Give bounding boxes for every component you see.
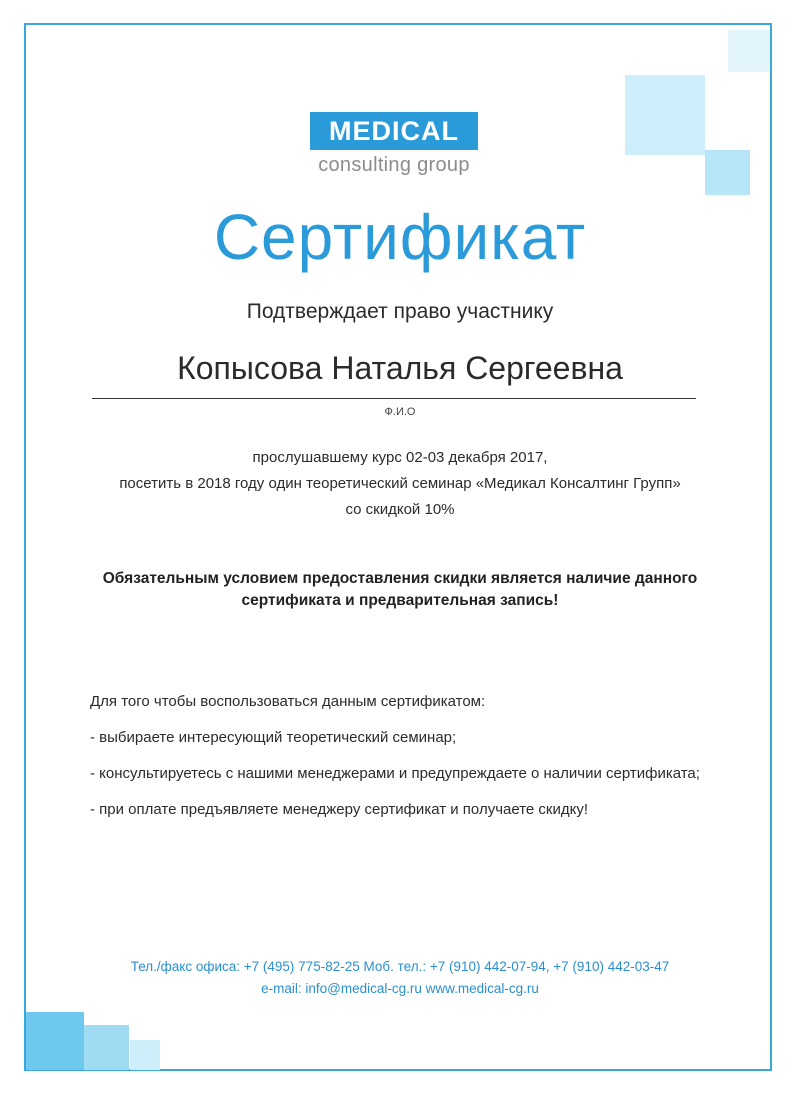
decor-square xyxy=(130,1040,160,1070)
name-underline xyxy=(92,398,696,399)
decor-square xyxy=(84,1025,129,1070)
decor-square xyxy=(26,1012,84,1070)
name-caption: Ф.И.О xyxy=(384,406,416,418)
certificate-border xyxy=(24,23,772,1071)
course-text xyxy=(0,445,800,523)
logo-tagline: consulting group xyxy=(318,154,470,176)
condition-text xyxy=(0,568,800,612)
course-line: прослушавшему курс 02-03 декабря 2017, xyxy=(252,449,548,466)
howto-step: - выбираете интересующий теоретический семинар; xyxy=(90,729,457,746)
howto-list xyxy=(90,692,770,836)
logo-brand: MEDICAL xyxy=(310,112,478,150)
decor-square xyxy=(625,75,705,155)
contacts-footer xyxy=(0,956,800,1000)
decor-square xyxy=(728,30,770,72)
howto-intro: Для того чтобы воспользоваться данным сертификатом: xyxy=(90,693,486,710)
howto-step: - при оплате предъявляете менеджеру сертификат и получаете скидку! xyxy=(90,801,588,818)
course-line: посетить в 2018 году один теоретический семинар «Медикал Консалтинг Групп» xyxy=(119,475,681,492)
howto-step: - консультируетесь с нашими менеджерами и предупреждаете о наличии сертификата; xyxy=(90,765,700,782)
contact-web: e-mail: info@medical-cg.ru www.medical-cg.ru xyxy=(261,981,539,996)
decor-square xyxy=(705,150,750,195)
contact-phones: Тел./факс офиса: +7 (495) 775-82-25 Моб. тел.: +7 (910) 442-07-94, +7 (910) 442-03-47 xyxy=(130,959,670,974)
recipient-name: Копысова Наталья Сергеевна xyxy=(177,350,623,386)
certificate-title: Сертификат xyxy=(213,201,587,273)
condition-line: сертификата и предварительная запись! xyxy=(241,592,559,609)
course-line: со скидкой 10% xyxy=(345,501,455,518)
condition-line: Обязательным условием предоставления скидки является наличие данного xyxy=(102,570,698,587)
certificate-subtitle: Подтверждает право участнику xyxy=(246,300,554,323)
